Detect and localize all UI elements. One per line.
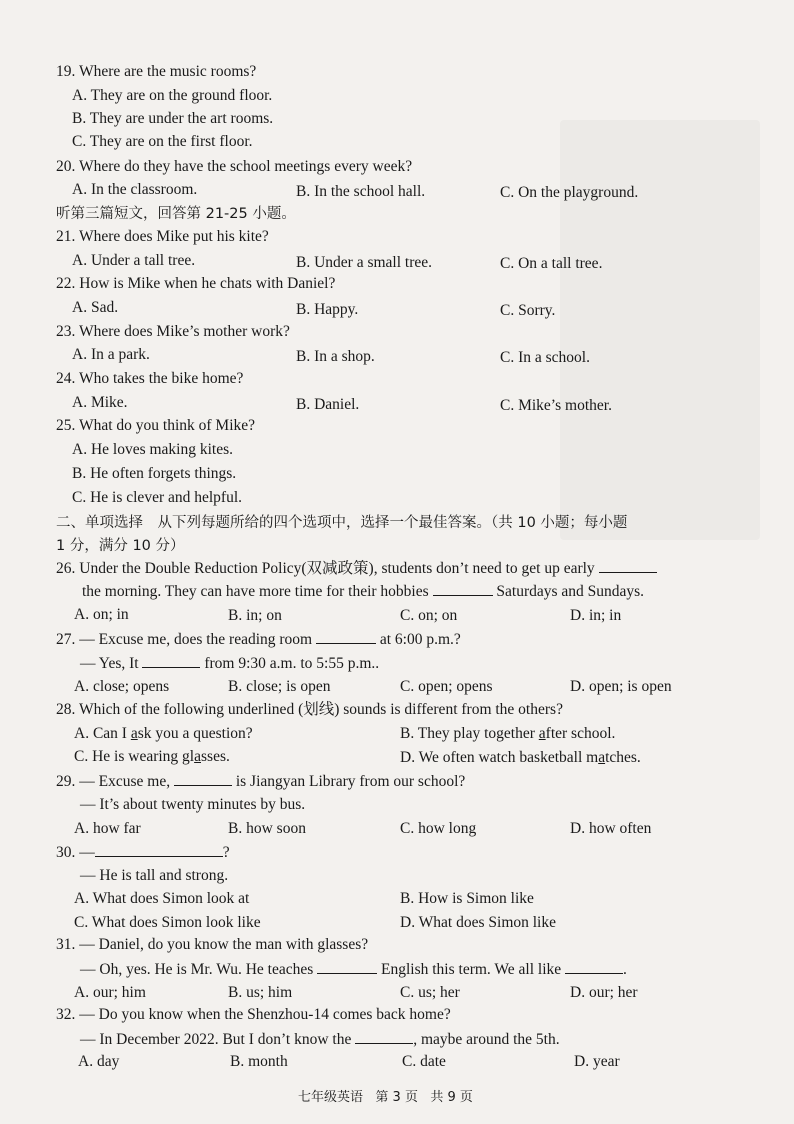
q29-response: — It’s about twenty minutes by bus.: [80, 796, 306, 813]
q23-option-b: B. In a shop.: [296, 348, 375, 365]
q28-c-underlined: a: [194, 748, 201, 765]
q19-option-b: B. They are under the art rooms.: [72, 110, 274, 127]
q28-a-text-end: sk you a question?: [137, 725, 253, 742]
q26-stem: [56, 558, 657, 579]
q30-stem: [56, 842, 230, 863]
q31-option-b: B. us; him: [228, 984, 293, 1001]
q28-d-text: D. We often watch basketball m: [400, 749, 599, 766]
q32-line2-part2: , maybe around the 5th.: [413, 1031, 560, 1048]
q21-option-c: C. On a tall tree.: [500, 255, 603, 272]
answer-blank: [174, 771, 232, 786]
q28-a-underlined: a: [130, 725, 138, 742]
q30-line1-part1: 30. —: [56, 844, 95, 861]
q32-option-a: A. day: [78, 1053, 120, 1070]
q26-option-c: C. on; on: [400, 607, 458, 624]
q20-option-a: A. In the classroom.: [72, 181, 198, 198]
q27-response: [80, 653, 379, 674]
q20-stem: 20. Where do they have the school meetings every week?: [56, 158, 413, 175]
q21-stem: 21. Where does Mike put his kite?: [56, 228, 269, 245]
q28-stem: 28. Which of the following underlined (划线) sounds is different from the others?: [56, 701, 563, 718]
q27-option-a: A. close; opens: [74, 678, 170, 695]
footer-subject: 七年级英语: [298, 1090, 364, 1105]
answer-blank: [316, 629, 376, 644]
q30-response: — He is tall and strong.: [80, 867, 229, 884]
q32-line2-part1: — In December 2022. But I don’t know the: [80, 1031, 352, 1048]
q27-line1-part1: 27. — Excuse me, does the reading room: [56, 631, 313, 648]
q28-c-text-end: sses.: [201, 748, 230, 765]
q24-stem: 24. Who takes the bike home?: [56, 370, 244, 387]
q26-stem-line1: 26. Under the Double Reduction Policy(双减政策), students don’t need to get up early: [56, 560, 595, 577]
q29-option-a: A. how far: [74, 820, 141, 837]
q25-stem: 25. What do you think of Mike?: [56, 417, 256, 434]
q28-option-d: [400, 748, 641, 768]
q27-option-b: B. close; is open: [228, 678, 331, 695]
q19-option-c: C. They are on the first floor.: [72, 133, 253, 150]
q26-option-d: D. in; in: [570, 607, 622, 624]
q31-line2-part2: English this term. We all like: [381, 961, 562, 978]
q29-option-c: C. how long: [400, 820, 477, 837]
q20-option-c: C. On the playground.: [500, 184, 639, 201]
q30-line1-part2: ?: [222, 844, 230, 861]
q26-option-a: A. on; in: [74, 606, 129, 623]
q19-stem: 19. Where are the music rooms?: [56, 63, 257, 80]
q30-option-b: B. How is Simon like: [400, 890, 534, 907]
q24-option-c: C. Mike’s mother.: [500, 397, 612, 414]
q29-option-d: D. how often: [570, 820, 652, 837]
answer-blank: [355, 1029, 413, 1044]
q22-option-c: C. Sorry.: [500, 302, 556, 319]
q28-b-text-end: fter school.: [545, 725, 616, 742]
q29-line1-part1: 29. — Excuse me,: [56, 773, 171, 790]
q30-option-d: D. What does Simon like: [400, 914, 556, 931]
q30-option-c: C. What does Simon look like: [74, 914, 261, 931]
q31-stem: 31. — Daniel, do you know the man with glasses?: [56, 936, 369, 953]
q23-stem: 23. Where does Mike’s mother work?: [56, 323, 290, 340]
q31-line2-end: .: [623, 961, 627, 978]
q32-stem: 32. — Do you know when the Shenzhou-14 comes back home?: [56, 1006, 451, 1023]
q30-option-a: A. What does Simon look at: [74, 890, 250, 907]
q24-option-b: B. Daniel.: [296, 396, 360, 413]
q26-line2-part2: Saturdays and Sundays.: [496, 583, 645, 600]
q27-line2-part2: from 9:30 a.m. to 5:55 p.m..: [204, 655, 380, 672]
q25-option-a: A. He loves making kites.: [72, 441, 234, 458]
q28-option-c: [74, 747, 230, 767]
answer-blank: [599, 558, 657, 573]
footer-total: 共 9 页: [430, 1090, 473, 1105]
q31-option-a: A. our; him: [74, 984, 146, 1001]
q21-option-b: B. Under a small tree.: [296, 254, 433, 271]
answer-blank: [95, 842, 223, 857]
q26-line2-part1: the morning. They can have more time for their hobbies: [82, 583, 429, 600]
q32-response: [80, 1029, 560, 1050]
q31-response: [80, 959, 627, 980]
q32-option-c: C. date: [402, 1053, 446, 1070]
q27-option-d: D. open; is open: [570, 678, 672, 695]
section2-heading: 二、单项选择 从下列每题所给的四个选项中，选择一个最佳答案。（共 10 小题；每小题: [56, 515, 628, 531]
q29-stem: [56, 771, 465, 792]
answer-blank: [142, 653, 200, 668]
q31-option-d: D. our; her: [570, 984, 638, 1001]
q31-line2-part1: — Oh, yes. He is Mr. Wu. He teaches: [80, 961, 314, 978]
footer-page: 第 3 页: [375, 1090, 418, 1105]
q26-option-b: B. in; on: [228, 607, 282, 624]
page-footer: [298, 1088, 473, 1108]
q28-d-underlined: a: [598, 749, 606, 766]
answer-blank: [433, 581, 493, 596]
q28-d-text-end: tches.: [605, 749, 641, 766]
q28-b-underlined: a: [538, 725, 546, 742]
answer-blank: [317, 959, 377, 974]
q20-option-b: B. In the school hall.: [296, 183, 426, 200]
answer-blank: [565, 959, 623, 974]
q25-option-b: B. He often forgets things.: [72, 465, 237, 482]
q22-stem: 22. How is Mike when he chats with Daniel?: [56, 275, 336, 292]
q19-option-a: A. They are on the ground floor.: [72, 87, 273, 104]
q22-option-b: B. Happy.: [296, 301, 359, 318]
q28-a-text: A. Can I: [74, 725, 131, 742]
q32-option-d: D. year: [574, 1053, 620, 1070]
q28-c-text: C. He is wearing gl: [74, 748, 195, 765]
q32-option-b: B. month: [230, 1053, 288, 1070]
passage3-instruction: 听第三篇短文，回答第 21-25 小题。: [56, 206, 296, 222]
q29-option-b: B. how soon: [228, 820, 306, 837]
q21-option-a: A. Under a tall tree.: [72, 252, 196, 269]
q23-option-a: A. In a park.: [72, 346, 150, 363]
q26-stem-cont: [82, 581, 644, 602]
q25-option-c: C. He is clever and helpful.: [72, 489, 243, 506]
q22-option-a: A. Sad.: [72, 299, 119, 316]
q28-option-b: [400, 724, 615, 744]
q28-option-a: [74, 724, 253, 744]
q28-b-text: B. They play together: [400, 725, 539, 742]
q24-option-a: A. Mike.: [72, 394, 128, 411]
q27-line1-part2: at 6:00 p.m.?: [379, 631, 461, 648]
q27-option-c: C. open; opens: [400, 678, 493, 695]
section2-heading-score: 1 分，满分 10 分）: [56, 538, 185, 554]
q31-option-c: C. us; her: [400, 984, 460, 1001]
q27-line2-part1: — Yes, It: [80, 655, 139, 672]
q29-line1-part2: is Jiangyan Library from our school?: [235, 773, 466, 790]
q23-option-c: C. In a school.: [500, 349, 590, 366]
q27-stem: [56, 629, 461, 650]
